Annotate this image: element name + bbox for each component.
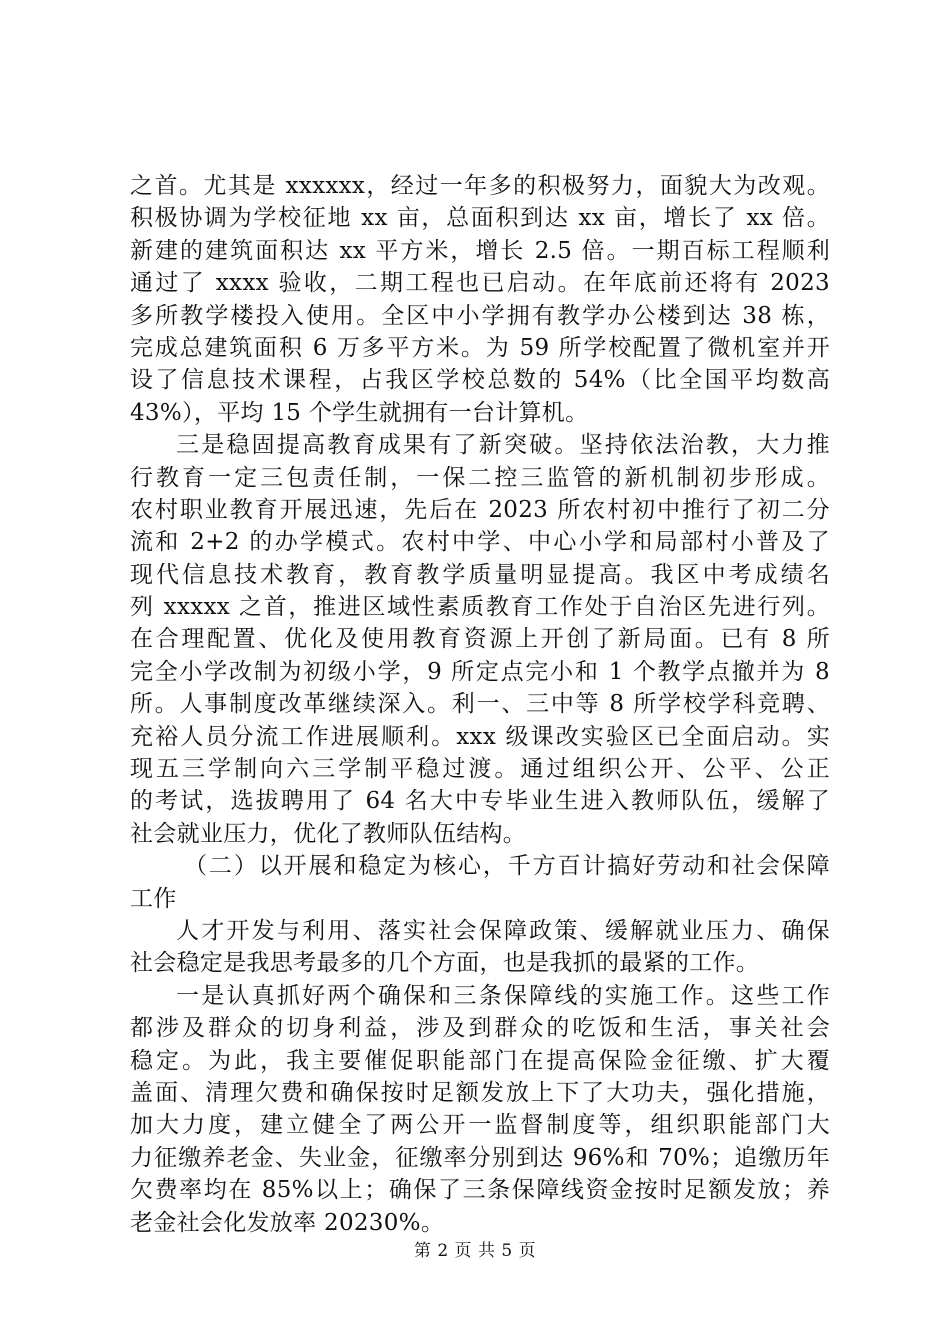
text-line: 行教育一定三包责任制，一保二控三监管的新机制初步形成。 <box>130 464 830 491</box>
text-line: 新建的建筑面积达 xx 平方米，增长 2.5 倍。一期百标工程顺利 <box>130 237 830 264</box>
text-line: 流和 2+2 的办学模式。农村中学、中心小学和局部村小普及了 <box>130 529 830 556</box>
text-line: 43%），平均 15 个学生就拥有一台计算机。 <box>130 399 589 426</box>
section-heading: （二）以开展和稳定为核心，千方百计搞好劳动和社会保障 <box>184 853 830 880</box>
text-line: 社会就业压力，优化了教师队伍结构。 <box>130 820 527 847</box>
text-line: 列 xxxxx 之首，推进区域性素质教育工作处于自治区先进行列。 <box>130 594 830 621</box>
text-line: 现五三学制向六三学制平稳过渡。通过组织公开、公平、公正 <box>130 756 830 783</box>
text-line: 积极协调为学校征地 xx 亩，总面积到达 xx 亩，增长了 xx 倍。 <box>130 205 830 232</box>
text-line: 完成总建筑面积 6 万多平方米。为 59 所学校配置了微机室并开 <box>130 334 830 361</box>
text-line: 充裕人员分流工作进展顺利。xxx 级课改实验区已全面启动。实 <box>130 723 830 750</box>
text-line: 现代信息技术教育，教育教学质量明显提高。我区中考成绩名 <box>130 561 830 588</box>
document-body <box>130 170 830 1239</box>
text-line: 稳定。为此，我主要催促职能部门在提高保险金征缴、扩大覆 <box>130 1047 830 1074</box>
text-line: 欠费率均在 85%以上；确保了三条保障线资金按时足额发放；养 <box>130 1177 830 1204</box>
text-line: 加大力度，建立健全了两公开一监督制度等，组织职能部门大 <box>130 1112 830 1139</box>
text-line: 力征缴养老金、失业金，征缴率分别到达 96%和 70%；追缴历年 <box>130 1144 830 1171</box>
paragraph-first-line: 人才开发与利用、落实社会保障政策、缓解就业压力、确保 <box>176 917 830 944</box>
text-line: 社会稳定是我思考最多的几个方面，也是我抓的最紧的工作。 <box>130 950 760 977</box>
text-line: 通过了 xxxx 验收，二期工程也已启动。在年底前还将有 2023 <box>130 270 830 297</box>
text-line: 农村职业教育开展迅速，先后在 2023 所农村初中推行了初二分 <box>130 496 830 523</box>
text-line: 设了信息技术课程，占我区学校总数的 54%（比全国平均数高 <box>130 367 830 394</box>
page-number-footer: 第 2 页 共 5 页 <box>413 1241 537 1261</box>
text-line: 所。人事制度改革继续深入。利一、三中等 8 所学校学科竞聘、 <box>130 691 830 718</box>
text-line: 老金社会化发放率 20230%。 <box>130 1209 445 1236</box>
text-line: 完全小学改制为初级小学，9 所定点完小和 1 个教学点撤并为 8 <box>130 658 830 685</box>
text-line: 之首。尤其是 xxxxxx，经过一年多的积极努力，面貌大为改观。 <box>130 173 830 199</box>
text-line: 多所教学楼投入使用。全区中小学拥有教学办公楼到达 38 栋， <box>130 302 830 329</box>
text-line: 盖面、清理欠费和确保按时足额发放上下了大功夫，强化措施， <box>130 1079 830 1106</box>
text-line: 的考试，选拔聘用了 64 名大中专毕业生进入教师队伍，缓解了 <box>130 788 830 815</box>
paragraph-first-line: 三是稳固提高教育成果有了新突破。坚持依法治教，大力推 <box>176 432 830 459</box>
section-heading-continued: 工作 <box>130 885 177 912</box>
paragraph-first-line: 一是认真抓好两个确保和三条保障线的实施工作。这些工作 <box>176 982 830 1009</box>
text-line: 都涉及群众的切身利益，涉及到群众的吃饭和生活，事关社会 <box>130 1015 830 1042</box>
text-line: 在合理配置、优化及使用教育资源上开创了新局面。已有 8 所 <box>130 626 830 653</box>
